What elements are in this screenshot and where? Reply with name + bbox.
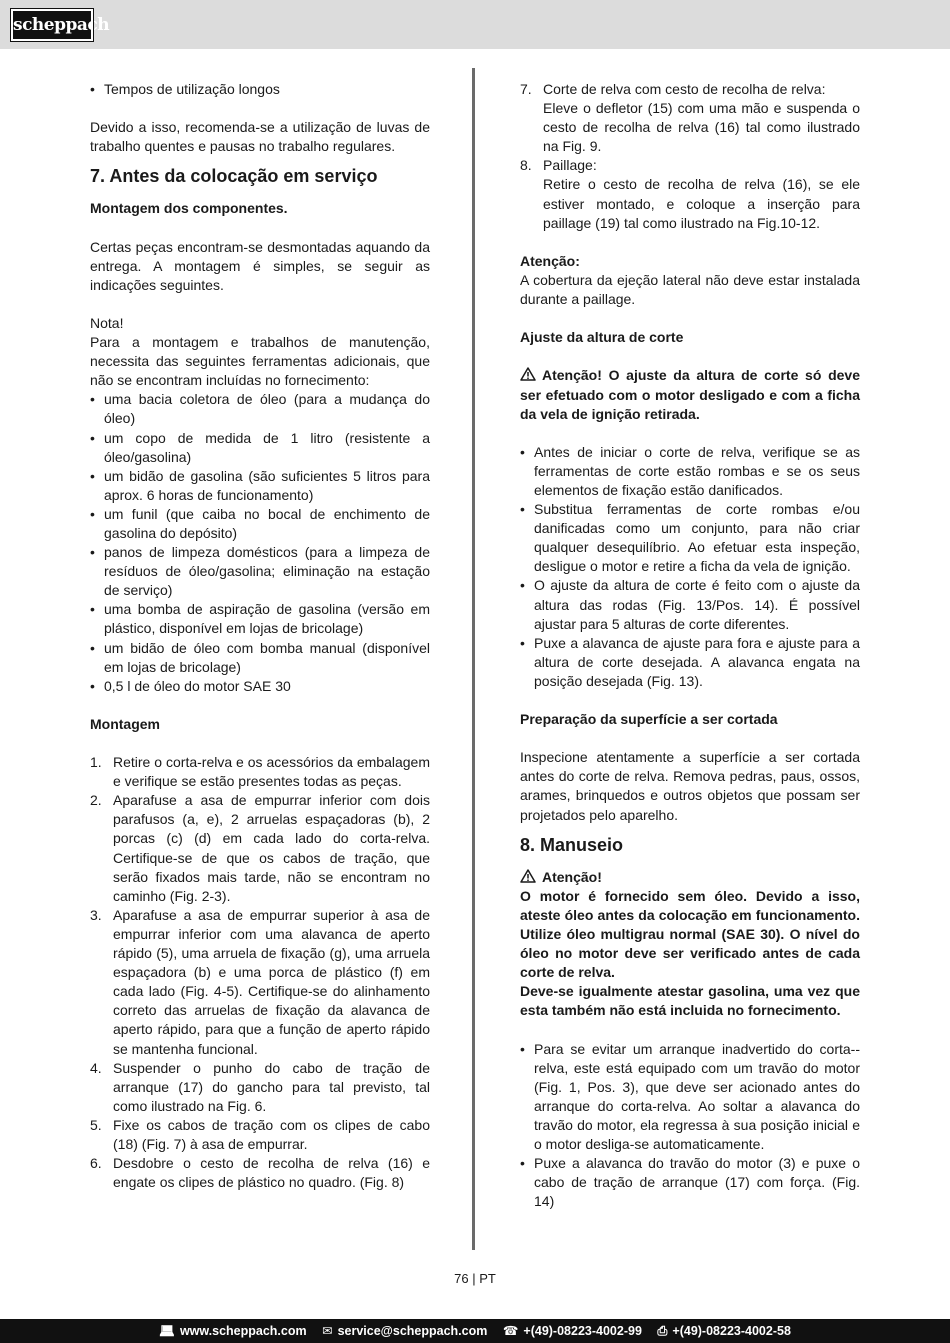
page-number: 76 | PT — [454, 1271, 496, 1286]
list-item: 7. Corte de relva com cesto de recolha de relva: Eleve o defletor (15) com uma mão e suspenda o cesto de recolha de relva (16) tal como ilustrado na Fig. 9. — [520, 81, 860, 155]
subheading-assembly: Montagem dos componentes. — [90, 200, 288, 217]
subheading-surface: Preparação da superfície a ser cortada — [520, 711, 778, 728]
assembly-steps-continued — [520, 80, 860, 233]
handling-list — [520, 1040, 860, 1212]
list-item: • um bidão de gasolina (são suficientes 5 litros para aprox. 6 horas de funcionamento) — [90, 467, 430, 505]
list-item: • panos de limpeza domésticos (para a limpeza de resíduos de óleo/gasolina; eliminação na estação de serviço) — [90, 543, 430, 600]
fax-icon: ⎙ — [657, 1324, 668, 1338]
computer-icon: 💻︎ — [159, 1324, 175, 1338]
assembly-steps — [90, 753, 430, 1192]
section-title-7: 7. Antes da colocação em serviço — [90, 166, 378, 187]
warning-icon — [520, 367, 536, 381]
list-item: 2. Aparafuse a asa de empurrar inferior com dois parafusos (a, e), 2 arruelas espaçadoras (b), 2 porcas (c) (d) em cada lado do corta-relva. Certifique-se de que os cabos de tração, que serão fixados mais tarde, não se encontram no caminho (Fig. 2-3). — [90, 792, 430, 904]
list-item: • um bidão de óleo com bomba manual (disponível em lojas de bricolage) — [90, 639, 430, 677]
list-item: 5. Fixe os cabos de tração com os clipes de cabo (18) (Fig. 7) à asa de empurrar. — [90, 1116, 430, 1152]
note-label: Nota! — [90, 314, 124, 331]
list-item: • O ajuste da altura de corte é feito com o ajuste da altura das rodas (Fig. 13/Pos. 14). É possível ajustar para 5 alturas de corte diferentes. — [520, 576, 860, 633]
column-divider — [472, 68, 475, 1250]
list-item: • Para se evitar um arranque inadvertido do corta--relva, este está equipado com um travão do motor (Fig. 1, Pos. 3), que deve ser acionado antes do arranque do corta-relva. Ao soltar a alavanca do travão do motor, ela regressa à sua posição inicial e o motor desliga-se automaticamente. — [520, 1040, 860, 1155]
list-item: • 0,5 l de óleo do motor SAE 30 — [90, 677, 430, 696]
list-item: • Substitua ferramentas de corte rombas e/ou danificadas como um conjunto, para não criar qualquer desequilíbrio. Ao efetuar esta inspeção, desligue o motor e retire a ficha da vela de ignição. — [520, 500, 860, 576]
header-bar — [0, 0, 950, 49]
note-paragraph: Para a montagem e trabalhos de manutenção, necessita das seguintes ferramentas adicionais, que não se encontram incluídas no fornecimento: — [90, 334, 430, 389]
list-item: 6. Desdobre o cesto de recolha de relva (16) e engate os clipes de plástico no quadro. (Fig. 8) — [90, 1155, 430, 1191]
subheading-cut-height: Ajuste da altura de corte — [520, 329, 684, 346]
intro-paragraph: Devido a isso, recomenda-se a utilização de luvas de trabalho quentes e pausas no trabalho regulares. — [90, 119, 430, 155]
footer-website[interactable]: www.scheppach.com — [179, 1324, 307, 1338]
right-column — [520, 80, 860, 1211]
intro-list — [90, 80, 430, 99]
list-item: • Puxe a alavanca do travão do motor (3) e puxe o cabo de tração de arranque (17) com força. (Fig. 14) — [520, 1154, 860, 1211]
cut-height-warning: Atenção! O ajuste da altura de corte só deve ser efetuado com o motor desligado e com a ficha da vela de ignição retirada. — [520, 367, 860, 422]
footer-phone: +(49)-08223-4002-99 — [523, 1324, 642, 1338]
surface-paragraph: Inspecione atentamente a superfície a ser cortada antes do corte de relva. Remova pedras, paus, ossos, arames, brinquedos e outros objetos que possam ser projetados pelo aparelho. — [520, 749, 860, 823]
email-icon: ✉︎ — [322, 1324, 333, 1338]
list-item: • Tempos de utilização longos — [90, 80, 430, 99]
footer-fax: +(49)-08223-4002-58 — [672, 1324, 791, 1338]
brand-logo: scheppach — [11, 9, 93, 41]
attention-text: A cobertura da ejeção lateral não deve estar instalada durante a paillage. — [520, 271, 860, 308]
cut-height-list — [520, 443, 860, 691]
list-item: • uma bacia coletora de óleo (para a mudança do óleo) — [90, 390, 430, 428]
handling-warning-fuel: Deve-se igualmente atestar gasolina, uma vez que esta também não está incluida no fornecimento. — [520, 983, 860, 1019]
assembly-paragraph: Certas peças encontram-se desmontadas aquando da entrega. A montagem é simples, se seguir as indicações seguintes. — [90, 238, 430, 293]
list-item: 3. Aparafuse a asa de empurrar superior à asa de empurrar inferior com uma alavanca de aperto rápido (5), uma arruela de fixação (g), uma arruela espaçadora (b) e uma porca de plástico (f) em cada lado (Fig. 4-5). Certifique-se do alinhamento correto das arruelas de fixação da alavanca de aperto rápido, para que a função de aperto rápido se mantenha funcional. — [90, 906, 430, 1057]
footer-bar — [0, 1319, 950, 1343]
tools-list — [90, 390, 430, 696]
list-item: 4. Suspender o punho do cabo de tração de arranque (17) do gancho para tal previsto, tal como ilustrado na Fig. 6. — [90, 1059, 430, 1114]
subheading-montagem: Montagem — [90, 715, 160, 732]
list-item: • um funil (que caiba no bocal de enchimento de gasolina do depósito) — [90, 505, 430, 543]
left-column — [90, 80, 430, 1192]
handling-warning-label: Atenção! — [520, 868, 860, 887]
footer-email[interactable]: service@scheppach.com — [337, 1324, 488, 1338]
list-item: 1. Retire o corta-relva e os acessórios da embalagem e verifique se estão presentes todas as peças. — [90, 754, 430, 790]
warning-icon — [520, 869, 536, 883]
phone-icon: ☎︎ — [502, 1324, 519, 1338]
attention-label: Atenção: — [520, 252, 580, 269]
handling-warning-oil: O motor é fornecido sem óleo. Devido a isso, ateste óleo antes da colocação em funcionamento. Utilize óleo multigrau normal (SAE 30). O nível do óleo no motor deve ser verificado antes de cada corte de relva. — [520, 887, 860, 981]
section-title-8: 8. Manuseio — [520, 834, 624, 855]
list-item: • um copo de medida de 1 litro (resistente a óleo/gasolina) — [90, 429, 430, 467]
list-item: • Antes de iniciar o corte de relva, verifique se as ferramentas de corte estão rombas e se os seus elementos de fixação estão danificados. — [520, 443, 860, 500]
list-item: 8. Paillage: Retire o cesto de recolha de relva (16), se ele estiver montado, e coloque a inserção para paillage (19) tal como ilustrado na Fig.10-12. — [520, 157, 860, 231]
list-item: • Puxe a alavanca de ajuste para fora e ajuste para a altura de corte desejada. A alavanca engata na posição desejada (Fig. 13). — [520, 634, 860, 691]
list-item: • uma bomba de aspiração de gasolina (versão em plástico, disponível em lojas de bricolage) — [90, 600, 430, 638]
